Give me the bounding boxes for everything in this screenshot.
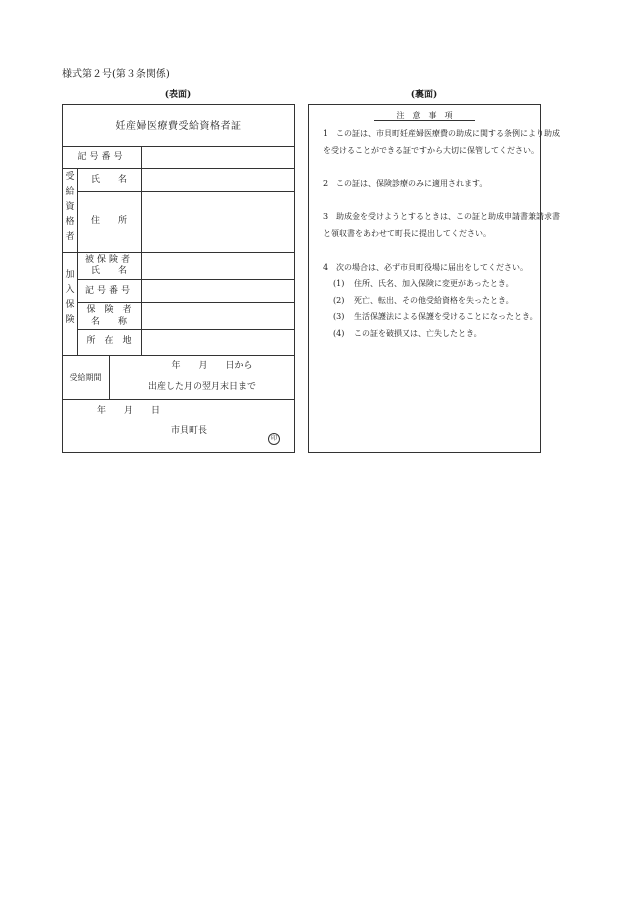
note-1-text: この証は、市貝町妊産婦医療費の助成に関する条例により助成 [336, 129, 560, 138]
issue-date: 年 月 日 [97, 406, 161, 416]
insured-name-label-1: 被保険者 [84, 255, 133, 265]
address-label: 住 所 [90, 216, 127, 226]
subnote-2-number: (2) [333, 296, 345, 305]
insured-name-label-2: 氏 名 [90, 266, 127, 276]
insurer-name-label-2: 名 称 [90, 317, 127, 327]
subnote-4-text: この証を破損又は、亡失したとき。 [354, 329, 482, 338]
period-end: 出産した月の翌月末日まで [147, 382, 256, 392]
subnote-2-text: 死亡、転出、その他受給資格を失ったとき。 [354, 296, 514, 305]
back-side-label: (裏面) [410, 90, 438, 100]
location-label: 所 在 地 [86, 336, 132, 346]
issuer: 市貝町長 [171, 426, 208, 436]
certificate-title: 妊産婦医療費受給資格者証 [115, 121, 242, 132]
front-side-label: (表面) [164, 90, 192, 100]
note-3-continued: と領収書をあわせて町長に提出してください。 [323, 229, 491, 238]
note-1-continued: を受けることができる証ですから大切に保管してください。 [323, 146, 539, 155]
insurer-name-label-1: 保 険 者 [86, 305, 132, 315]
insurance-record-number-label: 記号番号 [84, 286, 133, 296]
seal-icon: 印 [268, 425, 280, 445]
subnote-1-text: 住所、氏名、加入保険に変更があったとき。 [354, 279, 514, 288]
note-3-text: 助成金を受けようとするときは、この証と助成申請書兼請求書 [336, 212, 560, 221]
period-start: 年 月 日から [171, 361, 253, 371]
subnote-4-number: (4) [333, 329, 345, 338]
insurance-group-label: 加入保険 [65, 270, 75, 325]
note-4-text: 次の場合は、必ず市貝町役場に届出をしてください。 [336, 263, 528, 272]
name-label: 氏 名 [90, 175, 127, 185]
note-4-number: 4 [323, 263, 329, 272]
form-number: 様式第２号(第３条関係) [62, 69, 170, 80]
subnote-3-number: (3) [333, 312, 345, 321]
note-2-number: 2 [323, 179, 329, 188]
notes-heading: 注 意 事 項 [396, 111, 453, 120]
recipient-group-label: 受給資格者 [65, 172, 75, 242]
record-number-label: 記号番号 [77, 152, 126, 162]
note-3-number: 3 [323, 212, 329, 221]
note-1-number: 1 [323, 129, 329, 138]
subnote-3-text: 生活保護法による保護を受けることになったとき。 [354, 312, 538, 321]
note-2-text: この証は、保険診療のみに適用されます。 [336, 179, 488, 188]
subnote-1-number: (1) [333, 279, 345, 288]
benefit-period-label: 受給期間 [69, 373, 102, 382]
